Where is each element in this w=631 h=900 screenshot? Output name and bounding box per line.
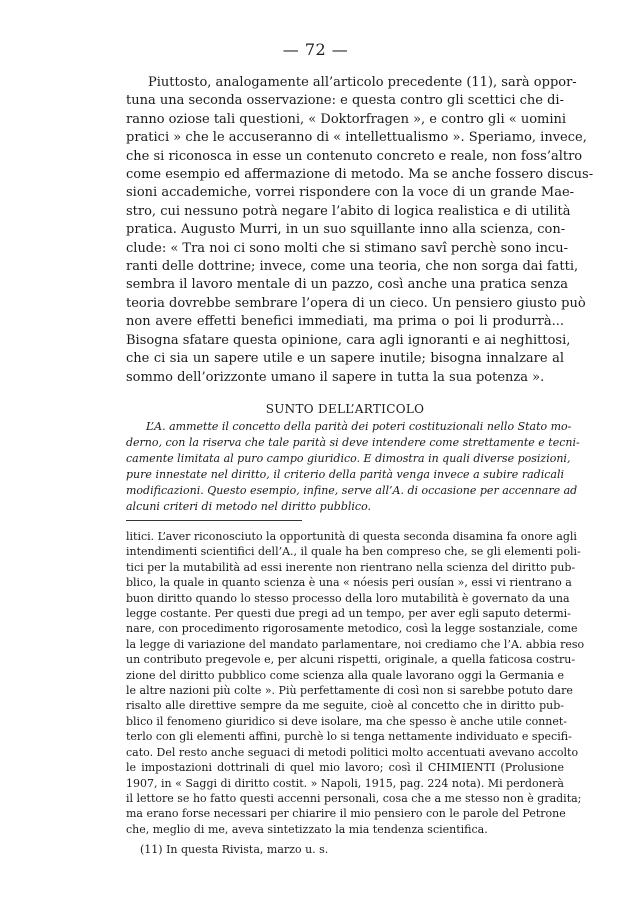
note-line: cato. Del resto anche seguaci di metodi politici molto accentuati avevano accolto	[126, 745, 579, 759]
page-number: — 72 —	[282, 40, 349, 59]
note-line: un contributo pregevole e, per alcuni rispetti, originale, a quella faticosa costru-	[126, 653, 576, 667]
footnote-11: (11) In questa Rivista, marzo u. s.	[140, 843, 329, 856]
summary-line: L’A. ammette il concetto della parità dei poteri costituzionali nello Stato mo-	[146, 420, 572, 433]
footnote-continuation	[126, 529, 585, 837]
summary-line: derno, con la riserva che tale parità si deve intendere come strettamente e tecni-	[126, 436, 580, 449]
note-line: la legge di variazione del mandato parlamentare, noi crediamo che l’A. abbia reso	[126, 637, 585, 651]
body-line: sioni accademiche, vorrei rispondere con la voce di un grande Mae-	[126, 185, 575, 201]
body-line: ranti delle dottrine; invece, come una teoria, che non sorga dai fatti,	[126, 259, 579, 275]
note-line: buon diritto quando lo stesso processo della loro mutabilità è governato da una	[126, 591, 570, 605]
note-line: risalto alle direttive sempre da me seguite, cioè al concetto che in diritto pub-	[126, 699, 564, 713]
note-line: blico, la quale in quanto scienza è una « nóesis peri ousían », essi vi rientrano a	[126, 576, 572, 590]
summary-line: camente limitata al puro campo giuridico. E dimostra in quali diverse posizioni,	[126, 452, 571, 465]
body-line: Piuttosto, analogamente all’articolo precedente (11), sarà oppor-	[148, 75, 577, 90]
note-line: legge costante. Per questi due pregi ad un tempo, per aver egli saputo determi-	[126, 607, 571, 621]
note-line: litici. L’aver riconosciuto la opportunità di questa seconda disamina fa onore agli	[126, 530, 577, 543]
note-line: ma erano forse necessari per chiarire il mio pensiero con le parole del Petrone	[126, 807, 566, 821]
body-line: che si riconosca in esse un contenuto concreto e reale, non foss’altro	[126, 148, 583, 164]
body-line: come esempio ed affermazione di metodo. Ma se anche fossero discus-	[126, 167, 594, 183]
body-line: pratica. Augusto Murri, in un suo squillante inno alla scienza, con-	[126, 222, 566, 238]
summary-line: modificazioni. Questo esempio, infine, serve all’A. di occasione per accennare ad	[126, 484, 578, 497]
body-line: non avere effetti benefici immediati, ma prima o poi li produrrà...	[126, 314, 564, 330]
note-line: 1907, in « Saggi di diritto costit. » Napoli, 1915, pag. 224 nota). Mi perdonerà	[126, 776, 564, 790]
note-line: terlo con gli elementi affini, purchè lo si tenga nettamente individuato e specifi-	[126, 730, 572, 744]
note-line: il lettore se ho fatto questi accenni personali, cosa che a me stesso non è gradita;	[126, 791, 582, 805]
note-line: blico il fenomeno giuridico si deve isolare, ma che spesso è anche utile connet-	[126, 714, 568, 728]
body-line: clude: « Tra noi ci sono molti che si stimano savî perchè sono incu-	[126, 240, 568, 256]
summary-line: pure innestate nel diritto, il criterio della parità venga invece a subire radicali	[126, 468, 564, 481]
body-line: teoria dovrebbe sembrare l’opera di un cieco. Un pensiero giusto può	[126, 295, 586, 311]
body-line: stro, cui nessuno potrà negare l’abito di logica realistica e di utilità	[126, 203, 571, 219]
body-line: ranno oziose tali questioni, « Doktorfragen », e contro gli « uomini	[126, 111, 567, 127]
note-line: zione del diritto pubblico come scienza alla quale lavorano oggi la Germania e	[126, 668, 564, 682]
summary-line: alcuni criteri di metodo nel diritto pubblico.	[126, 500, 371, 513]
note-line: nare, con procedimento rigorosamente metodico, così la legge sostanziale, come	[126, 622, 578, 636]
note-line: intendimenti scientifici dell’A., il quale ha ben compreso che, se gli elementi poli-	[126, 545, 581, 559]
body-line: che ci sia un sapere utile e un sapere inutile; bisogna innalzare al	[126, 351, 564, 367]
summary-paragraph	[126, 419, 580, 515]
note-line: le impostazioni dottrinali di quel mio lavoro; così il CHIMIENTI (Prolusione	[126, 761, 564, 775]
note-line: che, meglio di me, aveva sintetizzato la mia tendenza scientifica.	[126, 822, 488, 836]
body-line: Bisogna sfatare questa opinione, cara agli ignoranti e ai neghittosi,	[126, 332, 571, 348]
note-line: le altre nazioni più colte ». Più perfettamente di così non si sarebbe potuto dare	[126, 684, 573, 698]
footnote-divider	[126, 520, 302, 521]
main-paragraph	[126, 74, 594, 387]
note-line: tici per la mutabilità ad essi inerente non rientrano nella scienza del diritto pub-	[126, 560, 576, 574]
body-line: sommo dell’orizzonte umano il sapere in tutta la sua potenza ».	[126, 369, 545, 385]
body-line: tuna una seconda osservazione: e questa contro gli scettici che di-	[126, 93, 564, 109]
summary-heading: SUNTO DELL’ARTICOLO	[265, 402, 425, 416]
body-line: pratici » che le accuseranno di « intellettualismo ». Speriamo, invece,	[126, 130, 587, 146]
body-line: sembra il lavoro mentale di un pazzo, così anche una pratica senza	[126, 277, 568, 293]
